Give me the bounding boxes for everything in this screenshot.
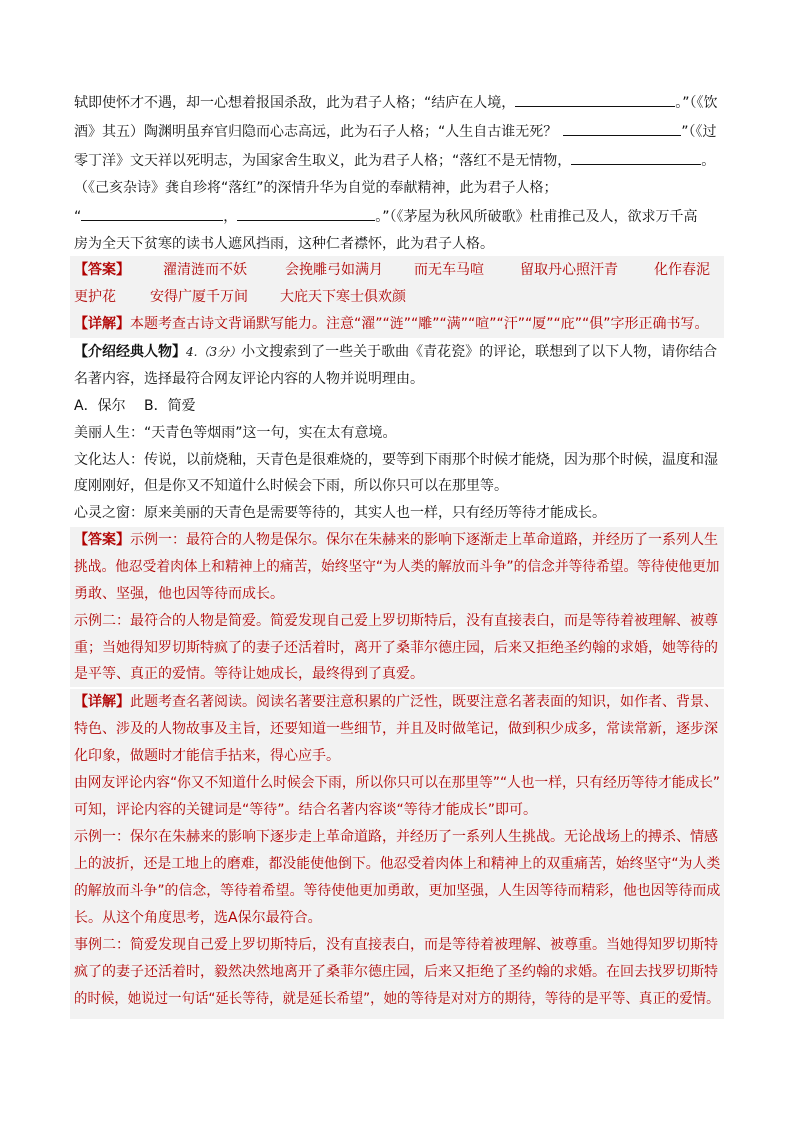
detail-text: 可知，评论内容的关键词是“等待”。结合名著内容谈“等待才能成长”即可。 [74, 802, 538, 818]
answer-1-line-2 [74, 287, 406, 307]
answer-2-line-1 [74, 530, 718, 550]
detail-2-line-9 [74, 908, 322, 928]
comment-2-line-2 [74, 476, 508, 496]
intro-text: 零丁洋》文天祥以死明志，为国家舍生取义，此为君子人格；“落红不是无情物， [74, 153, 572, 169]
option-b[interactable]: B．简爱 [144, 398, 196, 414]
detail-2-line-3 [74, 746, 340, 766]
detail-2-line-10 [74, 935, 718, 955]
options-line [74, 396, 196, 416]
answer-text: 勇敢、坚强，他也因等待而成长。 [74, 586, 284, 602]
answer-text: 示例一：最符合的人物是保尔。保尔在朱赫来的影响下逐渐走上革命道路，并经历了一系列人生 [130, 532, 718, 548]
detail-1-line [74, 314, 709, 334]
detail-2-line-2 [74, 719, 718, 739]
intro-text: 。 [701, 153, 716, 169]
answer-2-line-6 [74, 664, 424, 684]
answer-item: 留取丹心照汗青 [520, 262, 618, 278]
intro-text: ”（《过 [681, 124, 717, 140]
comment-text: 文化达人：传说，以前烧釉，天青色是很难烧的，要等到下雨那个时候才能烧，因为那个时候，温度和湿 [74, 452, 718, 468]
detail-text: 的解放而斗争”的信念，等待着希望。等待使他更加勇敢，更加坚强，人生因等待而精彩，他也因等待而成 [74, 883, 721, 899]
answer-2-line-4 [74, 611, 718, 631]
detail-text: 本题考查古诗文背诵默写能力。注意“濯”“涟”“雕”“满”“喧”“汗”“厦”“庇”“俱”字形正确书写。 [130, 316, 709, 332]
detail-text: 上的波折，还是工地上的磨难，都没能使他倒下。他忍受着肉体上和精神上的双重痛苦，始终坚守“为人类 [74, 856, 721, 872]
detail-tag: 【详解】 [74, 694, 130, 710]
detail-2-line-7 [74, 854, 720, 874]
answer-item: 更护花 [74, 289, 116, 305]
answer-item: 大庇天下寒士俱欢颜 [280, 289, 406, 305]
intro-line-1 [74, 92, 718, 113]
detail-text: 此题考查名著阅读。阅读名著要注意积累的广泛性，既要注意名著表面的知识，如作者、背景、 [130, 694, 718, 710]
detail-text: 由网友评论内容“你又不知道什么时候会下雨，所以你只可以在那里等”“人也一样，只有经历等待才能成长” [74, 775, 721, 791]
detail-text: 的时候，她说过一句话“延长等待，就是延长希望”，她的等待是对对方的期待，等待的是平等、真正的爱情。 [74, 991, 720, 1007]
intro-text: 房为全天下贫寒的读书人遮风挡雨，这种仁者襟怀，此为君子人格。 [74, 236, 494, 252]
detail-text: 事例二：简爱发现自己爱上罗切斯特后，没有直接表白，而是等待着被理解、被尊重。当她得知罗切斯特 [74, 937, 718, 953]
answer-block-2 [70, 527, 724, 687]
detail-2-line-1 [74, 692, 718, 712]
question-text: 名著内容，选择最符合网友评论内容的人物并说明理由。 [74, 371, 424, 387]
intro-line-6 [74, 234, 494, 254]
fill-blank[interactable] [563, 121, 681, 136]
comment-3 [74, 503, 606, 523]
intro-text: 。”（《饮 [675, 95, 718, 111]
question-line-1 [74, 342, 717, 362]
fill-blank[interactable] [571, 150, 701, 165]
option-a[interactable]: A．保尔 [74, 398, 126, 414]
intro-text: 。”（《茅屋为秋风所破歌》杜甫推己及人，欲求万千高 [375, 209, 698, 225]
intro-text: 轼即使怀才不遇，却一心想着报国杀敌，此为君子人格；“结庐在人境， [74, 95, 516, 111]
comment-2-line-1 [74, 450, 718, 470]
answer-item: 化作春泥 [654, 262, 710, 278]
fill-blank[interactable] [515, 92, 675, 107]
detail-tag: 【详解】 [74, 316, 130, 332]
question-text: 小文搜索到了一些关于歌曲《青花瓷》的评论，联想到了以下人物，请你结合 [241, 344, 718, 360]
intro-text: （《己亥杂诗》龚自珍将“落红”的深情升华为自觉的奉献精神，此为君子人格； [74, 180, 558, 196]
answer-2-line-2 [74, 557, 720, 577]
detail-2-line-11 [74, 962, 718, 982]
intro-text: ， [223, 209, 238, 225]
intro-line-5 [74, 206, 698, 227]
comment-text: 美丽人生：“天青色等烟雨”这一句，实在太有意境。 [74, 425, 397, 441]
detail-text: 特色、涉及的人物故事及主旨，还要知道一些细节，并且及时做笔记，做到积少成多，常读常新，逐步深 [74, 721, 718, 737]
comment-text: 心灵之窗：原来美丽的天青色是需要等待的，其实人也一样，只有经历等待才能成长。 [74, 505, 606, 521]
detail-2-line-6 [74, 827, 718, 847]
detail-text: 化印象，做题时才能信手拈来，得心应手。 [74, 748, 340, 764]
answer-tag: 【答案】 [74, 532, 130, 548]
detail-text: 疯了的妻子还活着时，毅然决然地离开了桑菲尔德庄园，后来又拒绝了圣约翰的求婚。在回去找罗切斯特 [74, 964, 718, 980]
fill-blank[interactable] [81, 206, 223, 221]
comment-1 [74, 423, 397, 443]
answer-2-line-3 [74, 584, 284, 604]
answer-item: 而无车马喧 [414, 262, 484, 278]
answer-item: 安得广厦千万间 [150, 289, 248, 305]
detail-text: 长。从这个角度思考，选A保尔最符合。 [74, 910, 322, 926]
intro-line-3 [74, 150, 715, 171]
intro-text: 酒》其五）陶渊明虽弃官归隐而心志高远，此为石子人格；“人生自古谁无死？ [74, 124, 558, 140]
question-number: 4.（3分） [186, 345, 242, 359]
answer-item: 会挽雕弓如满月 [285, 262, 383, 278]
detail-text: 示例一：保尔在朱赫来的影响下逐步走上革命道路，并经历了一系列人生挑战。无论战场上的搏杀、情感 [74, 829, 718, 845]
intro-line-2 [74, 121, 717, 142]
comment-text: 度刚刚好，但是你又不知道什么时候会下雨，所以你只可以在那里等。 [74, 478, 508, 494]
detail-2-line-5 [74, 800, 537, 820]
question-tag: 【介绍经典人物】 [74, 344, 186, 360]
answer-text: 是平等、真正的爱情。等待让她成长，最终得到了真爱。 [74, 666, 424, 682]
answer-text: 示例二：最符合的人物是简爱。简爱发现自己爱上罗切斯特后，没有直接表白，而是等待着被理解、被尊 [74, 613, 718, 629]
answer-2-line-5 [74, 638, 718, 658]
intro-text: “ [74, 209, 82, 225]
answer-text: 挑战。他忍受着肉体上和精神上的痛苦，始终坚守“为人类的解放而斗争”的信念并等待希望。等待使他更加 [74, 559, 720, 575]
intro-line-4 [74, 178, 558, 198]
detail-2-line-12 [74, 989, 720, 1009]
answer-text: 重；当她得知罗切斯特疯了的妻子还活着时，离开了桑菲尔德庄园，后来又拒绝圣约翰的求婚，她等待的 [74, 640, 718, 656]
detail-2-line-4 [74, 773, 720, 793]
detail-2-line-8 [74, 881, 720, 901]
answer-item: 濯清涟而不妖 [163, 262, 247, 278]
answer-tag: 【答案】 [74, 262, 130, 278]
answer-1-line-1 [74, 260, 710, 280]
question-line-2 [74, 369, 424, 389]
fill-blank[interactable] [237, 206, 375, 221]
